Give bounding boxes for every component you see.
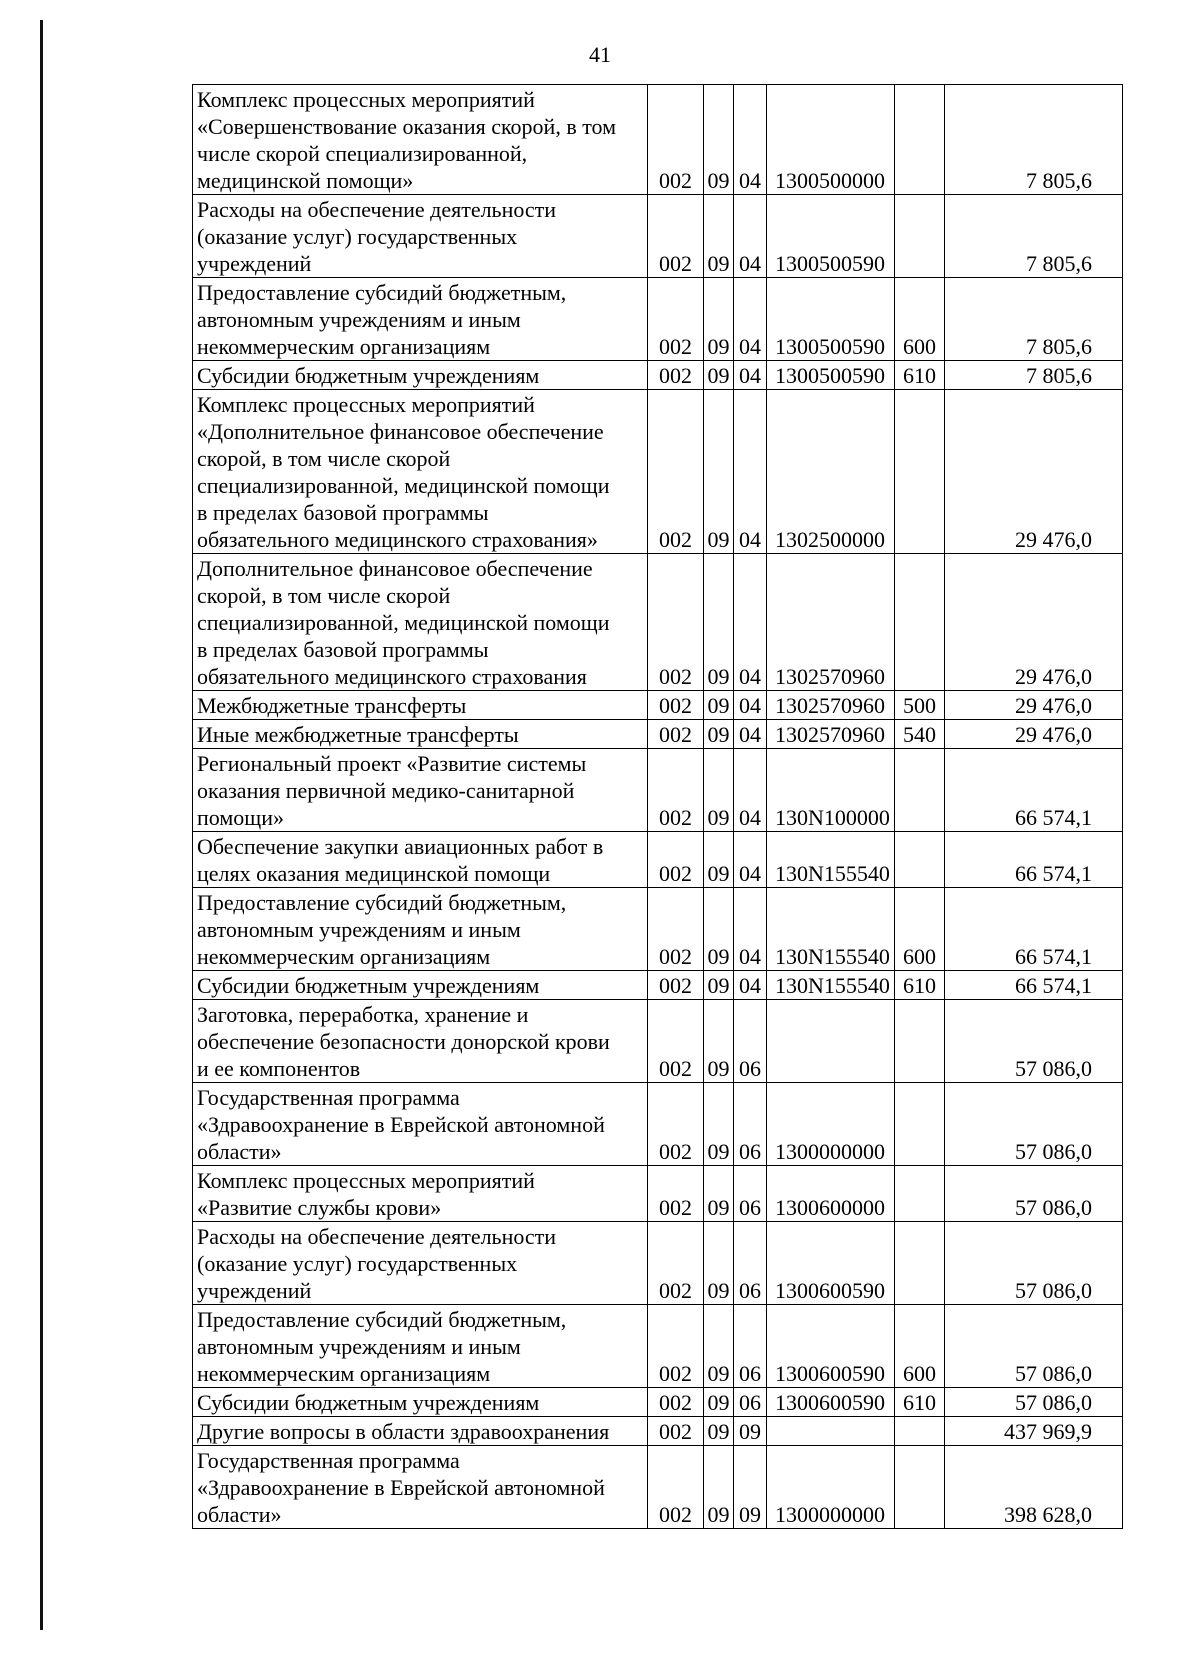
item-name-cell: Межбюджетные трансферты xyxy=(193,691,648,720)
item-name-cell: Субсидии бюджетным учреждениям xyxy=(193,971,648,1000)
expense-type-cell xyxy=(895,1000,945,1083)
amount-cell: 7 805,6 xyxy=(945,278,1123,361)
subsection-code-cell: 04 xyxy=(734,691,767,720)
item-name-cell: Комплекс процессных мероприятий «Совершенствование оказания скорой, в том числе скорой специализированной, медицинской помощи» xyxy=(193,85,648,195)
table-row xyxy=(193,1417,1123,1446)
amount-cell: 29 476,0 xyxy=(945,390,1123,554)
expense-type-cell: 610 xyxy=(895,361,945,390)
subsection-code-cell: 04 xyxy=(734,278,767,361)
subsection-code-cell: 04 xyxy=(734,749,767,832)
ministry-code-cell: 002 xyxy=(648,1000,704,1083)
subsection-code-cell: 04 xyxy=(734,195,767,278)
amount-cell: 57 086,0 xyxy=(945,1083,1123,1166)
ministry-code-cell: 002 xyxy=(648,720,704,749)
table-row xyxy=(193,554,1123,691)
amount-cell: 66 574,1 xyxy=(945,832,1123,888)
scan-edge-line xyxy=(40,20,43,1630)
amount-cell: 66 574,1 xyxy=(945,749,1123,832)
section-code-cell: 09 xyxy=(704,1166,734,1222)
subsection-code-cell: 04 xyxy=(734,85,767,195)
target-article-cell: 1300500590 xyxy=(767,278,895,361)
target-article-cell xyxy=(767,1000,895,1083)
amount-cell: 7 805,6 xyxy=(945,195,1123,278)
ministry-code-cell: 002 xyxy=(648,554,704,691)
item-name-cell: Другие вопросы в области здравоохранения xyxy=(193,1417,648,1446)
table-row xyxy=(193,971,1123,1000)
amount-cell: 57 086,0 xyxy=(945,1388,1123,1417)
ministry-code-cell: 002 xyxy=(648,1388,704,1417)
ministry-code-cell: 002 xyxy=(648,85,704,195)
amount-cell: 437 969,9 xyxy=(945,1417,1123,1446)
item-name-cell: Предоставление субсидий бюджетным, автономным учреждениям и иным некоммерческим организациям xyxy=(193,278,648,361)
ministry-code-cell: 002 xyxy=(648,278,704,361)
expense-type-cell xyxy=(895,749,945,832)
amount-cell: 66 574,1 xyxy=(945,971,1123,1000)
expense-type-cell xyxy=(895,554,945,691)
amount-cell: 7 805,6 xyxy=(945,361,1123,390)
subsection-code-cell: 04 xyxy=(734,554,767,691)
table-row xyxy=(193,195,1123,278)
section-code-cell: 09 xyxy=(704,971,734,1000)
target-article-cell: 1302570960 xyxy=(767,691,895,720)
item-name-cell: Региональный проект «Развитие системы оказания первичной медико-санитарной помощи» xyxy=(193,749,648,832)
target-article-cell: 1302500000 xyxy=(767,390,895,554)
ministry-code-cell: 002 xyxy=(648,888,704,971)
subsection-code-cell: 04 xyxy=(734,390,767,554)
expense-type-cell xyxy=(895,1166,945,1222)
item-name-cell: Предоставление субсидий бюджетным, автономным учреждениям и иным некоммерческим организациям xyxy=(193,1305,648,1388)
amount-cell: 7 805,6 xyxy=(945,85,1123,195)
section-code-cell: 09 xyxy=(704,1417,734,1446)
amount-cell: 57 086,0 xyxy=(945,1166,1123,1222)
expense-type-cell xyxy=(895,1083,945,1166)
table-body xyxy=(193,85,1123,1529)
target-article-cell: 1300600590 xyxy=(767,1305,895,1388)
amount-cell: 398 628,0 xyxy=(945,1446,1123,1529)
table-row xyxy=(193,361,1123,390)
table-row xyxy=(193,1446,1123,1529)
ministry-code-cell: 002 xyxy=(648,1166,704,1222)
expense-type-cell: 600 xyxy=(895,278,945,361)
subsection-code-cell: 09 xyxy=(734,1417,767,1446)
expense-type-cell: 600 xyxy=(895,1305,945,1388)
section-code-cell: 09 xyxy=(704,1305,734,1388)
table-row xyxy=(193,278,1123,361)
budget-table xyxy=(192,84,1123,1529)
table-row xyxy=(193,1000,1123,1083)
section-code-cell: 09 xyxy=(704,749,734,832)
item-name-cell: Заготовка, переработка, хранение и обеспечение безопасности донорской крови и ее компонентов xyxy=(193,1000,648,1083)
target-article-cell: 1300500000 xyxy=(767,85,895,195)
table-row xyxy=(193,390,1123,554)
amount-cell: 29 476,0 xyxy=(945,691,1123,720)
amount-cell: 29 476,0 xyxy=(945,720,1123,749)
section-code-cell: 09 xyxy=(704,832,734,888)
section-code-cell: 09 xyxy=(704,278,734,361)
expense-type-cell xyxy=(895,832,945,888)
section-code-cell: 09 xyxy=(704,195,734,278)
section-code-cell: 09 xyxy=(704,361,734,390)
ministry-code-cell: 002 xyxy=(648,361,704,390)
table-row xyxy=(193,1388,1123,1417)
table-row xyxy=(193,691,1123,720)
page-number: 41 xyxy=(589,42,611,67)
section-code-cell: 09 xyxy=(704,1000,734,1083)
table-row xyxy=(193,1166,1123,1222)
ministry-code-cell: 002 xyxy=(648,390,704,554)
amount-cell: 57 086,0 xyxy=(945,1305,1123,1388)
expense-type-cell xyxy=(895,85,945,195)
item-name-cell: Государственная программа «Здравоохранение в Еврейской автономной области» xyxy=(193,1083,648,1166)
ministry-code-cell: 002 xyxy=(648,749,704,832)
ministry-code-cell: 002 xyxy=(648,1222,704,1305)
item-name-cell: Субсидии бюджетным учреждениям xyxy=(193,1388,648,1417)
table-row xyxy=(193,1083,1123,1166)
table-row xyxy=(193,85,1123,195)
target-article-cell: 130N100000 xyxy=(767,749,895,832)
expense-type-cell: 610 xyxy=(895,1388,945,1417)
item-name-cell: Государственная программа «Здравоохранение в Еврейской автономной области» xyxy=(193,1446,648,1529)
target-article-cell: 1302570960 xyxy=(767,554,895,691)
target-article-cell: 130N155540 xyxy=(767,971,895,1000)
subsection-code-cell: 06 xyxy=(734,1083,767,1166)
expense-type-cell xyxy=(895,1417,945,1446)
table-row xyxy=(193,832,1123,888)
table-row xyxy=(193,888,1123,971)
item-name-cell: Комплекс процессных мероприятий «Дополнительное финансовое обеспечение скорой, в том числе скорой специализированной, медицинской помощи в пределах базовой программы обязательного медицинского страхования» xyxy=(193,390,648,554)
target-article-cell: 1302570960 xyxy=(767,720,895,749)
subsection-code-cell: 06 xyxy=(734,1388,767,1417)
table-row xyxy=(193,720,1123,749)
item-name-cell: Предоставление субсидий бюджетным, автономным учреждениям и иным некоммерческим организациям xyxy=(193,888,648,971)
section-code-cell: 09 xyxy=(704,554,734,691)
target-article-cell xyxy=(767,1417,895,1446)
item-name-cell: Дополнительное финансовое обеспечение скорой, в том числе скорой специализированной, медицинской помощи в пределах базовой программы обязательного медицинского страхования xyxy=(193,554,648,691)
ministry-code-cell: 002 xyxy=(648,1305,704,1388)
target-article-cell: 1300500590 xyxy=(767,361,895,390)
expense-type-cell xyxy=(895,195,945,278)
item-name-cell: Комплекс процессных мероприятий «Развитие службы крови» xyxy=(193,1166,648,1222)
subsection-code-cell: 04 xyxy=(734,888,767,971)
expense-type-cell: 540 xyxy=(895,720,945,749)
section-code-cell: 09 xyxy=(704,888,734,971)
section-code-cell: 09 xyxy=(704,1083,734,1166)
target-article-cell: 1300600000 xyxy=(767,1166,895,1222)
target-article-cell: 1300500590 xyxy=(767,195,895,278)
subsection-code-cell: 04 xyxy=(734,720,767,749)
expense-type-cell xyxy=(895,1446,945,1529)
target-article-cell: 1300600590 xyxy=(767,1388,895,1417)
item-name-cell: Расходы на обеспечение деятельности (оказание услуг) государственных учреждений xyxy=(193,1222,648,1305)
table-row xyxy=(193,749,1123,832)
ministry-code-cell: 002 xyxy=(648,1417,704,1446)
subsection-code-cell: 04 xyxy=(734,832,767,888)
ministry-code-cell: 002 xyxy=(648,1083,704,1166)
subsection-code-cell: 06 xyxy=(734,1166,767,1222)
amount-cell: 66 574,1 xyxy=(945,888,1123,971)
item-name-cell: Иные межбюджетные трансферты xyxy=(193,720,648,749)
ministry-code-cell: 002 xyxy=(648,971,704,1000)
section-code-cell: 09 xyxy=(704,85,734,195)
target-article-cell: 130N155540 xyxy=(767,888,895,971)
subsection-code-cell: 09 xyxy=(734,1446,767,1529)
target-article-cell: 1300000000 xyxy=(767,1083,895,1166)
section-code-cell: 09 xyxy=(704,1388,734,1417)
target-article-cell: 1300600590 xyxy=(767,1222,895,1305)
expense-type-cell xyxy=(895,1222,945,1305)
section-code-cell: 09 xyxy=(704,720,734,749)
subsection-code-cell: 04 xyxy=(734,971,767,1000)
subsection-code-cell: 06 xyxy=(734,1000,767,1083)
table-row xyxy=(193,1222,1123,1305)
section-code-cell: 09 xyxy=(704,1222,734,1305)
expense-type-cell: 500 xyxy=(895,691,945,720)
subsection-code-cell: 04 xyxy=(734,361,767,390)
section-code-cell: 09 xyxy=(704,390,734,554)
amount-cell: 57 086,0 xyxy=(945,1222,1123,1305)
ministry-code-cell: 002 xyxy=(648,691,704,720)
item-name-cell: Обеспечение закупки авиационных работ в целях оказания медицинской помощи xyxy=(193,832,648,888)
section-code-cell: 09 xyxy=(704,1446,734,1529)
ministry-code-cell: 002 xyxy=(648,832,704,888)
ministry-code-cell: 002 xyxy=(648,195,704,278)
subsection-code-cell: 06 xyxy=(734,1305,767,1388)
item-name-cell: Субсидии бюджетным учреждениям xyxy=(193,361,648,390)
table-row xyxy=(193,1305,1123,1388)
subsection-code-cell: 06 xyxy=(734,1222,767,1305)
expense-type-cell: 600 xyxy=(895,888,945,971)
item-name-cell: Расходы на обеспечение деятельности (оказание услуг) государственных учреждений xyxy=(193,195,648,278)
amount-cell: 57 086,0 xyxy=(945,1000,1123,1083)
section-code-cell: 09 xyxy=(704,691,734,720)
target-article-cell: 1300000000 xyxy=(767,1446,895,1529)
amount-cell: 29 476,0 xyxy=(945,554,1123,691)
expense-type-cell: 610 xyxy=(895,971,945,1000)
ministry-code-cell: 002 xyxy=(648,1446,704,1529)
target-article-cell: 130N155540 xyxy=(767,832,895,888)
expense-type-cell xyxy=(895,390,945,554)
